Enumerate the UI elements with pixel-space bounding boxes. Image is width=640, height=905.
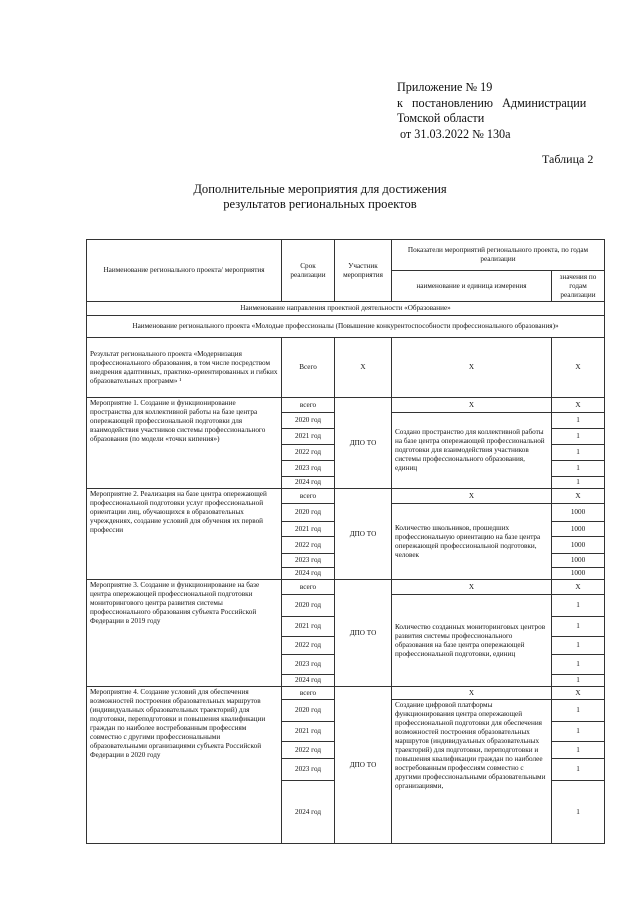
activity-name: Мероприятие 2. Реализация на базе центра опережающей профессиональной подготовки услуг профессиональной ориентации лиц, обучающихся в образовательных учреждениях, создание условий для обучения их первой профессии <box>87 489 282 580</box>
header-indicators: Показатели мероприятий регионального проекта, по годам реализации <box>392 240 605 271</box>
result-name: Результат регионального проекта «Модернизация профессионального образования, в том числе посредством внедрения адаптивных, практико-ориентированных и гибких образовательных программ» ¹ <box>87 338 282 398</box>
header-indicator-values: значения по годам реализации <box>552 271 605 302</box>
activity-period: 2023 год <box>282 554 335 568</box>
activity-indicator: Количество школьников, прошедших профессиональную ориентацию на базе центра опережающей профессиональной подготовки, человек <box>392 504 552 580</box>
activity-participant: ДПО ТО <box>335 687 392 844</box>
activity-value: 1 <box>552 461 605 477</box>
activity-value: 1 <box>552 617 605 637</box>
activity-period: всего <box>282 580 335 595</box>
activity-period: 2020 год <box>282 413 335 429</box>
activity-period: 2024 год <box>282 675 335 687</box>
result-row <box>87 338 605 398</box>
activity-name: Мероприятие 1. Создание и функционирование пространства для коллективной работы на базе центра опережающей профессиональной подготовки для взаимодействия участников системы профессионального образования (по модели «точки кипения») <box>87 398 282 489</box>
appendix-line-4: от 31.03.2022 № 130а <box>400 126 511 141</box>
activity-period: 2021 год <box>282 617 335 637</box>
activity-value: 1 <box>552 655 605 675</box>
activity-period: всего <box>282 489 335 504</box>
activity-value: 1000 <box>552 568 605 580</box>
project-name: Наименование регионального проекта «Молодые профессионалы (Повышение конкурентоспособности профессионального образования)» <box>87 316 605 338</box>
activity-period: всего <box>282 687 335 700</box>
direction-row <box>87 302 605 316</box>
table-number: Таблица 2 <box>542 152 594 166</box>
activity-period: 2023 год <box>282 655 335 675</box>
appendix-line-1: Приложение № 19 <box>397 80 493 94</box>
activity-value: 1 <box>552 781 605 844</box>
activity-value: 1000 <box>552 504 605 522</box>
header-indicator-name: наименование и единица измерения <box>392 271 552 302</box>
activity-2-row <box>87 489 605 504</box>
activity-value: 1 <box>552 759 605 781</box>
activity-participant: ДПО ТО <box>335 489 392 580</box>
activity-period: 2022 год <box>282 445 335 461</box>
activity-total-indicator: Х <box>392 687 552 700</box>
activity-period: 2021 год <box>282 522 335 537</box>
header-row-1 <box>87 240 605 271</box>
activity-period: 2022 год <box>282 637 335 655</box>
header-participant: Участник мероприятия <box>335 240 392 302</box>
header-project-name: Наименование регионального проекта/ мероприятия <box>87 240 282 302</box>
activity-value: 1 <box>552 477 605 489</box>
direction-name: Наименование направления проектной деятельности «Образование» <box>87 302 605 316</box>
activity-total-indicator: Х <box>392 489 552 504</box>
activity-period: 2023 год <box>282 759 335 781</box>
activity-value: 1 <box>552 637 605 655</box>
activity-period: 2024 год <box>282 477 335 489</box>
result-indicator: Х <box>392 338 552 398</box>
activity-value: 1000 <box>552 522 605 537</box>
activity-value: Х <box>552 489 605 504</box>
activity-period: 2023 год <box>282 461 335 477</box>
appendix-line-3: Томской области <box>397 111 485 125</box>
header-period: Срок реализации <box>282 240 335 302</box>
result-period: Всего <box>282 338 335 398</box>
activity-3-row <box>87 580 605 595</box>
activity-value: Х <box>552 580 605 595</box>
activity-value: 1 <box>552 675 605 687</box>
result-value: Х <box>552 338 605 398</box>
result-participant: Х <box>335 338 392 398</box>
activity-indicator: Количество созданных мониторинговых центров развития системы профессионального образования на базе центра опережающей профессиональной подготовки, единиц <box>392 595 552 687</box>
activity-value: 1 <box>552 429 605 445</box>
activity-indicator: Создание цифровой платформы функционирования центра опережающей профессиональной подготовки для обеспечения возможностей построения образовательных маршрутов (индивидуальных образовательных траекторий) для подготовки, переподготовки и повышения квалификации граждан по наиболее востребованным профессиям совместно с другими профессиональными образовательными организациями, <box>392 700 552 844</box>
activity-participant: ДПО ТО <box>335 580 392 687</box>
activity-value: 1 <box>552 700 605 722</box>
activity-period: 2024 год <box>282 781 335 844</box>
activity-value: 1 <box>552 722 605 742</box>
activity-value: 1000 <box>552 554 605 568</box>
activity-name: Мероприятие 4. Создание условий для обеспечения возможностей построения образовательных маршрутов (индивидуальных образовательных траекторий) для подготовки, переподготовки и повышения квалификации граждан по наиболее востребованным профессиям совместно с другими профессиональными образовательными организациями субъекта Российской Федерации в 2020 году <box>87 687 282 844</box>
activity-period: 2022 год <box>282 537 335 554</box>
activity-period: 2024 год <box>282 568 335 580</box>
activity-value: 1 <box>552 413 605 429</box>
activity-name: Мероприятие 3. Создание и функционирование на базе центра опережающей профессиональной подготовки мониторингового центра развития системы профессионального образования субъекта Российской Федерации в 2019 году <box>87 580 282 687</box>
activity-value: 1000 <box>552 537 605 554</box>
title-line-2: результатов региональных проектов <box>223 197 417 211</box>
activity-indicator: Создано пространство для коллективной работы на базе центра опережающей профессиональной подготовки для взаимодействия участников системы профессионального образования, единиц <box>392 413 552 489</box>
activity-value: 1 <box>552 445 605 461</box>
title-line-1: Дополнительные мероприятия для достижения <box>193 182 447 196</box>
activity-participant: ДПО ТО <box>335 398 392 489</box>
activity-period: 2020 год <box>282 700 335 722</box>
activity-period: 2021 год <box>282 722 335 742</box>
activity-period: 2020 год <box>282 595 335 617</box>
activity-4-row <box>87 687 605 700</box>
measures-table <box>86 239 605 844</box>
activity-value: 1 <box>552 742 605 759</box>
appendix-line-2: к постановлению Администрации <box>397 95 587 110</box>
activity-value: Х <box>552 687 605 700</box>
activity-value: Х <box>552 398 605 413</box>
activity-value: 1 <box>552 595 605 617</box>
activity-total-indicator: Х <box>392 398 552 413</box>
activity-period: всего <box>282 398 335 413</box>
activity-period: 2022 год <box>282 742 335 759</box>
appendix-block <box>397 80 607 142</box>
activity-total-indicator: Х <box>392 580 552 595</box>
activity-period: 2020 год <box>282 504 335 522</box>
activity-1-row <box>87 398 605 413</box>
activity-period: 2021 год <box>282 429 335 445</box>
project-row <box>87 316 605 338</box>
document-title <box>150 182 490 212</box>
